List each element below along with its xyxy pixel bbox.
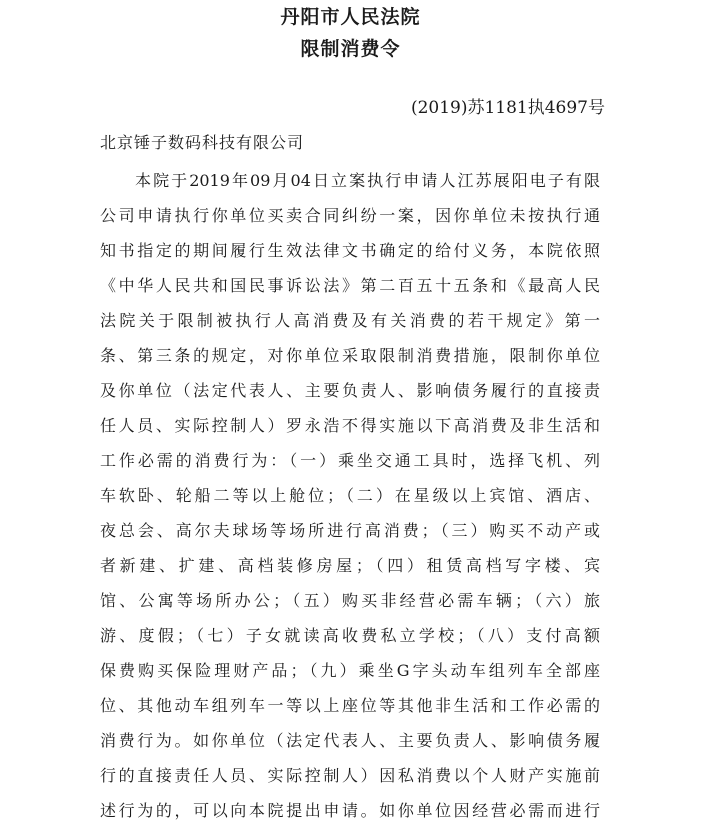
body-line: 者新建、扩建、高档装修房屋；（四）租赁高档写字楼、宾 xyxy=(100,556,600,575)
body-line: 《中华人民共和国民事诉讼法》第二百五十五条和《最高人民 xyxy=(100,276,600,295)
body-line: 馆、公寓等场所办公；（五）购买非经营必需车辆；（六）旅 xyxy=(100,591,600,610)
document-title: 限制消费令 xyxy=(300,38,401,60)
body-line: 保费购买保险理财产品；（九）乘坐G字头动车组列车全部座 xyxy=(100,661,600,680)
body-line: 及你单位（法定代表人、主要负责人、影响债务履行的直接责 xyxy=(100,381,600,400)
body-line: 知书指定的期间履行生效法律文书确定的给付义务，本院依照 xyxy=(100,241,600,260)
body-line: 游、度假；（七）子女就读高收费私立学校；（八）支付高额 xyxy=(100,626,600,645)
body-text xyxy=(100,163,600,828)
case-number: (2019)苏1181执4697号 xyxy=(410,98,605,118)
body-line: 夜总会、高尔夫球场等场所进行高消费；（三）购买不动产或 xyxy=(100,521,600,540)
body-line: 条、第三条的规定，对你单位采取限制消费措施，限制你单位 xyxy=(100,346,600,365)
body-line: 公司申请执行你单位买卖合同纠纷一案，因你单位未按执行通 xyxy=(100,206,600,225)
court-name: 丹阳市人民法院 xyxy=(280,6,421,28)
body-line: 车软卧、轮船二等以上舱位；（二）在星级以上宾馆、酒店、 xyxy=(100,486,600,505)
body-line: 位、其他动车组列车一等以上座位等其他非生活和工作必需的 xyxy=(100,696,600,715)
body-line: 本院于2019年09月04日立案执行申请人江苏展阳电子有限 xyxy=(135,171,600,190)
body-line: 消费行为。如你单位（法定代表人、主要负责人、影响债务履 xyxy=(100,731,600,750)
body-line: 法院关于限制被执行人高消费及有关消费的若干规定》第一 xyxy=(100,311,600,330)
body-line: 行的直接责任人员、实际控制人）因私消费以个人财产实施前 xyxy=(100,766,600,785)
body-line: 述行为的，可以向本院提出申请。如你单位因经营必需而进行 xyxy=(100,801,600,820)
recipient: 北京锤子数码科技有限公司 xyxy=(100,133,305,152)
body-line: 工作必需的消费行为：（一）乘坐交通工具时，选择飞机、列 xyxy=(100,451,600,470)
body-line: 任人员、实际控制人）罗永浩不得实施以下高消费及非生活和 xyxy=(100,416,600,435)
